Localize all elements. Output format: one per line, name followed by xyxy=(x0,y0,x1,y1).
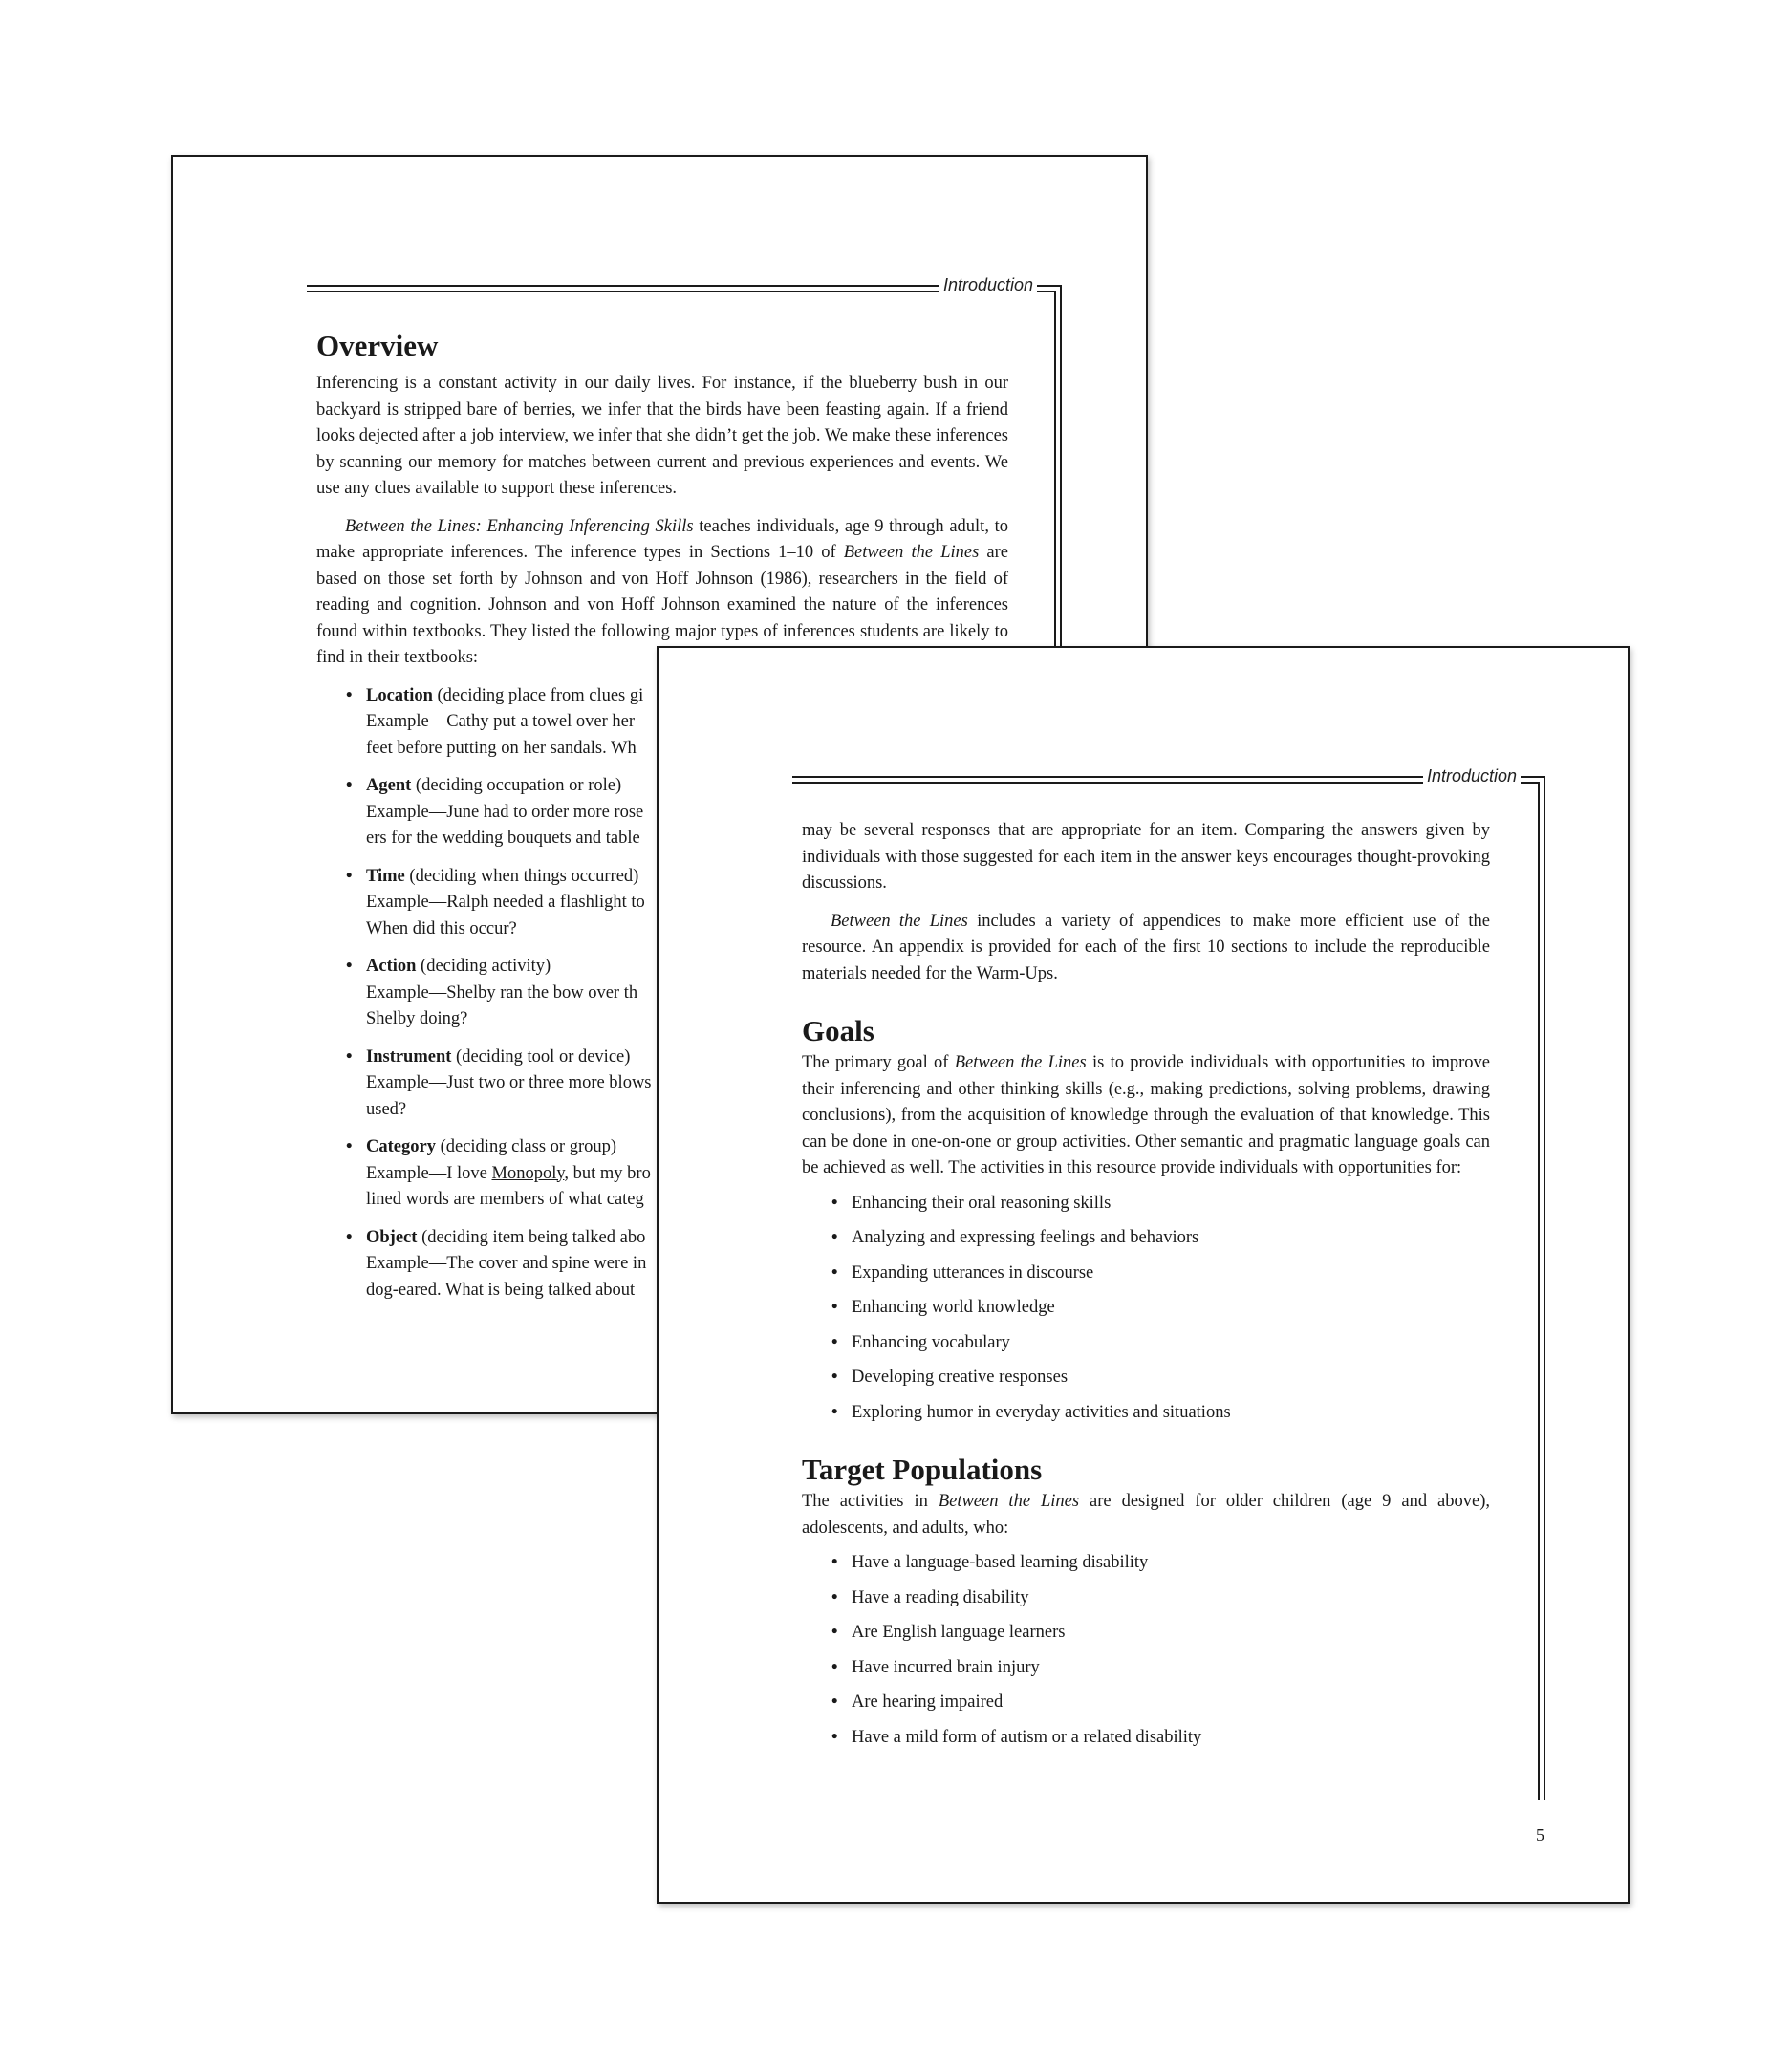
list-item: • Exploring humor in everyday activities and situations xyxy=(831,1402,1231,1422)
front-page xyxy=(657,646,1630,1904)
list-item: • Instrument (deciding tool or device) Example—Just two or three more blows used? xyxy=(346,1046,652,1119)
list-item: • Analyzing and expressing feelings and behaviors xyxy=(831,1228,1199,1247)
appendices-para: Between the Lines includes a variety of appendices to make more efficient use of the resource. An appendix is provided for each of the first 10 sections to include the reproducible materials needed for the Warm-Ups. xyxy=(802,911,1490,983)
goals-list xyxy=(802,1191,1490,1427)
list-item: • Enhancing vocabulary xyxy=(831,1332,1010,1352)
list-item: • Location (deciding place from clues gi Example—Cathy put a towel over her feet before putting on her sandals. Wh xyxy=(346,685,644,758)
list-item: • Have incurred brain injury xyxy=(831,1657,1040,1677)
goals-para: The primary goal of Between the Lines is to provide individuals with opportunities to improve their inferencing and other thinking skills (e.g., making predictions, solving problems, drawing conclusions), from the acquisition of knowledge through the evaluation of that knowledge. This can be done in one-on-one or group activities. Other semantic and pragmatic language goals can be achieved as well. The activities in this resource provide individuals with opportunities for: xyxy=(802,1053,1490,1177)
list-item: • Have a language-based learning disability xyxy=(831,1553,1149,1572)
section-title-goals: Goals xyxy=(802,1014,874,1047)
list-item: • Agent (deciding occupation or role) Example—June had to order more rose ers for the wedding bouquets and table xyxy=(346,776,644,848)
list-item: • Have a mild form of autism or a related disability xyxy=(831,1727,1202,1747)
list-item: • Time (deciding when things occurred) Example—Ralph needed a flashlight to When did this occur? xyxy=(346,866,645,938)
header-label: Introduction xyxy=(939,275,1037,295)
list-item: • Category (deciding class or group) Example—I love Monopoly, but my bro lined words are members of what categ xyxy=(346,1137,651,1209)
overview-para-2: Between the Lines: Enhancing Inferencing Skills teaches individuals, age 9 through adult, to make appropriate inferences. The inference types in Sections 1–10 of Between the Lines are based on those set forth by Johnson and von Hoff Johnson (1986), researchers in the field of reading and cognition. Johnson and von Hoff Johnson examined the nature of the inferences found within textbooks. They listed the following major types of inferences students are likely to find in their textbooks: xyxy=(316,516,1008,667)
list-item: • Enhancing world knowledge xyxy=(831,1298,1055,1317)
list-item: • Are English language learners xyxy=(831,1623,1066,1642)
list-item: • Have a reading disability xyxy=(831,1587,1029,1607)
list-item: • Expanding utterances in discourse xyxy=(831,1262,1094,1283)
page-number: 5 xyxy=(1536,1825,1544,1844)
target-list xyxy=(802,1550,1490,1751)
list-item: • Are hearing impaired xyxy=(831,1692,1004,1712)
target-para: The activities in Between the Lines are designed for older children (age 9 and above), adolescents, and adults, who: xyxy=(802,1492,1491,1538)
list-item: • Action (deciding activity) Example—Shelby ran the bow over th Shelby doing? xyxy=(346,957,638,1028)
list-item: • Developing creative responses xyxy=(831,1368,1069,1387)
overview-para-1: Inferencing is a constant activity in our daily lives. For instance, if the blueberry bush in our backyard is stripped bare of berries, we infer that the birds have been feasting again. If a friend looks dejected after a job interview, we infer that she didn’t get the job. We make these inferences by scanning our memory for matches between current and previous experiences and events. We use any clues available to support these inferences. xyxy=(316,374,1008,498)
page2-body xyxy=(802,818,1490,1751)
header-label: Introduction xyxy=(1423,766,1521,787)
section-title-overview: Overview xyxy=(316,329,439,362)
list-item: • Enhancing their oral reasoning skills xyxy=(831,1193,1112,1213)
continued-para: may be several responses that are appropriate for an item. Comparing the answers given by individuals with those suggested for each item in the answer keys encourages thought-provoking discussions. xyxy=(802,821,1490,893)
list-item: • Object (deciding item being talked abo Example—The cover and spine were in dog-eared. What is being talked about xyxy=(346,1227,647,1300)
section-title-target-populations: Target Populations xyxy=(802,1453,1043,1486)
